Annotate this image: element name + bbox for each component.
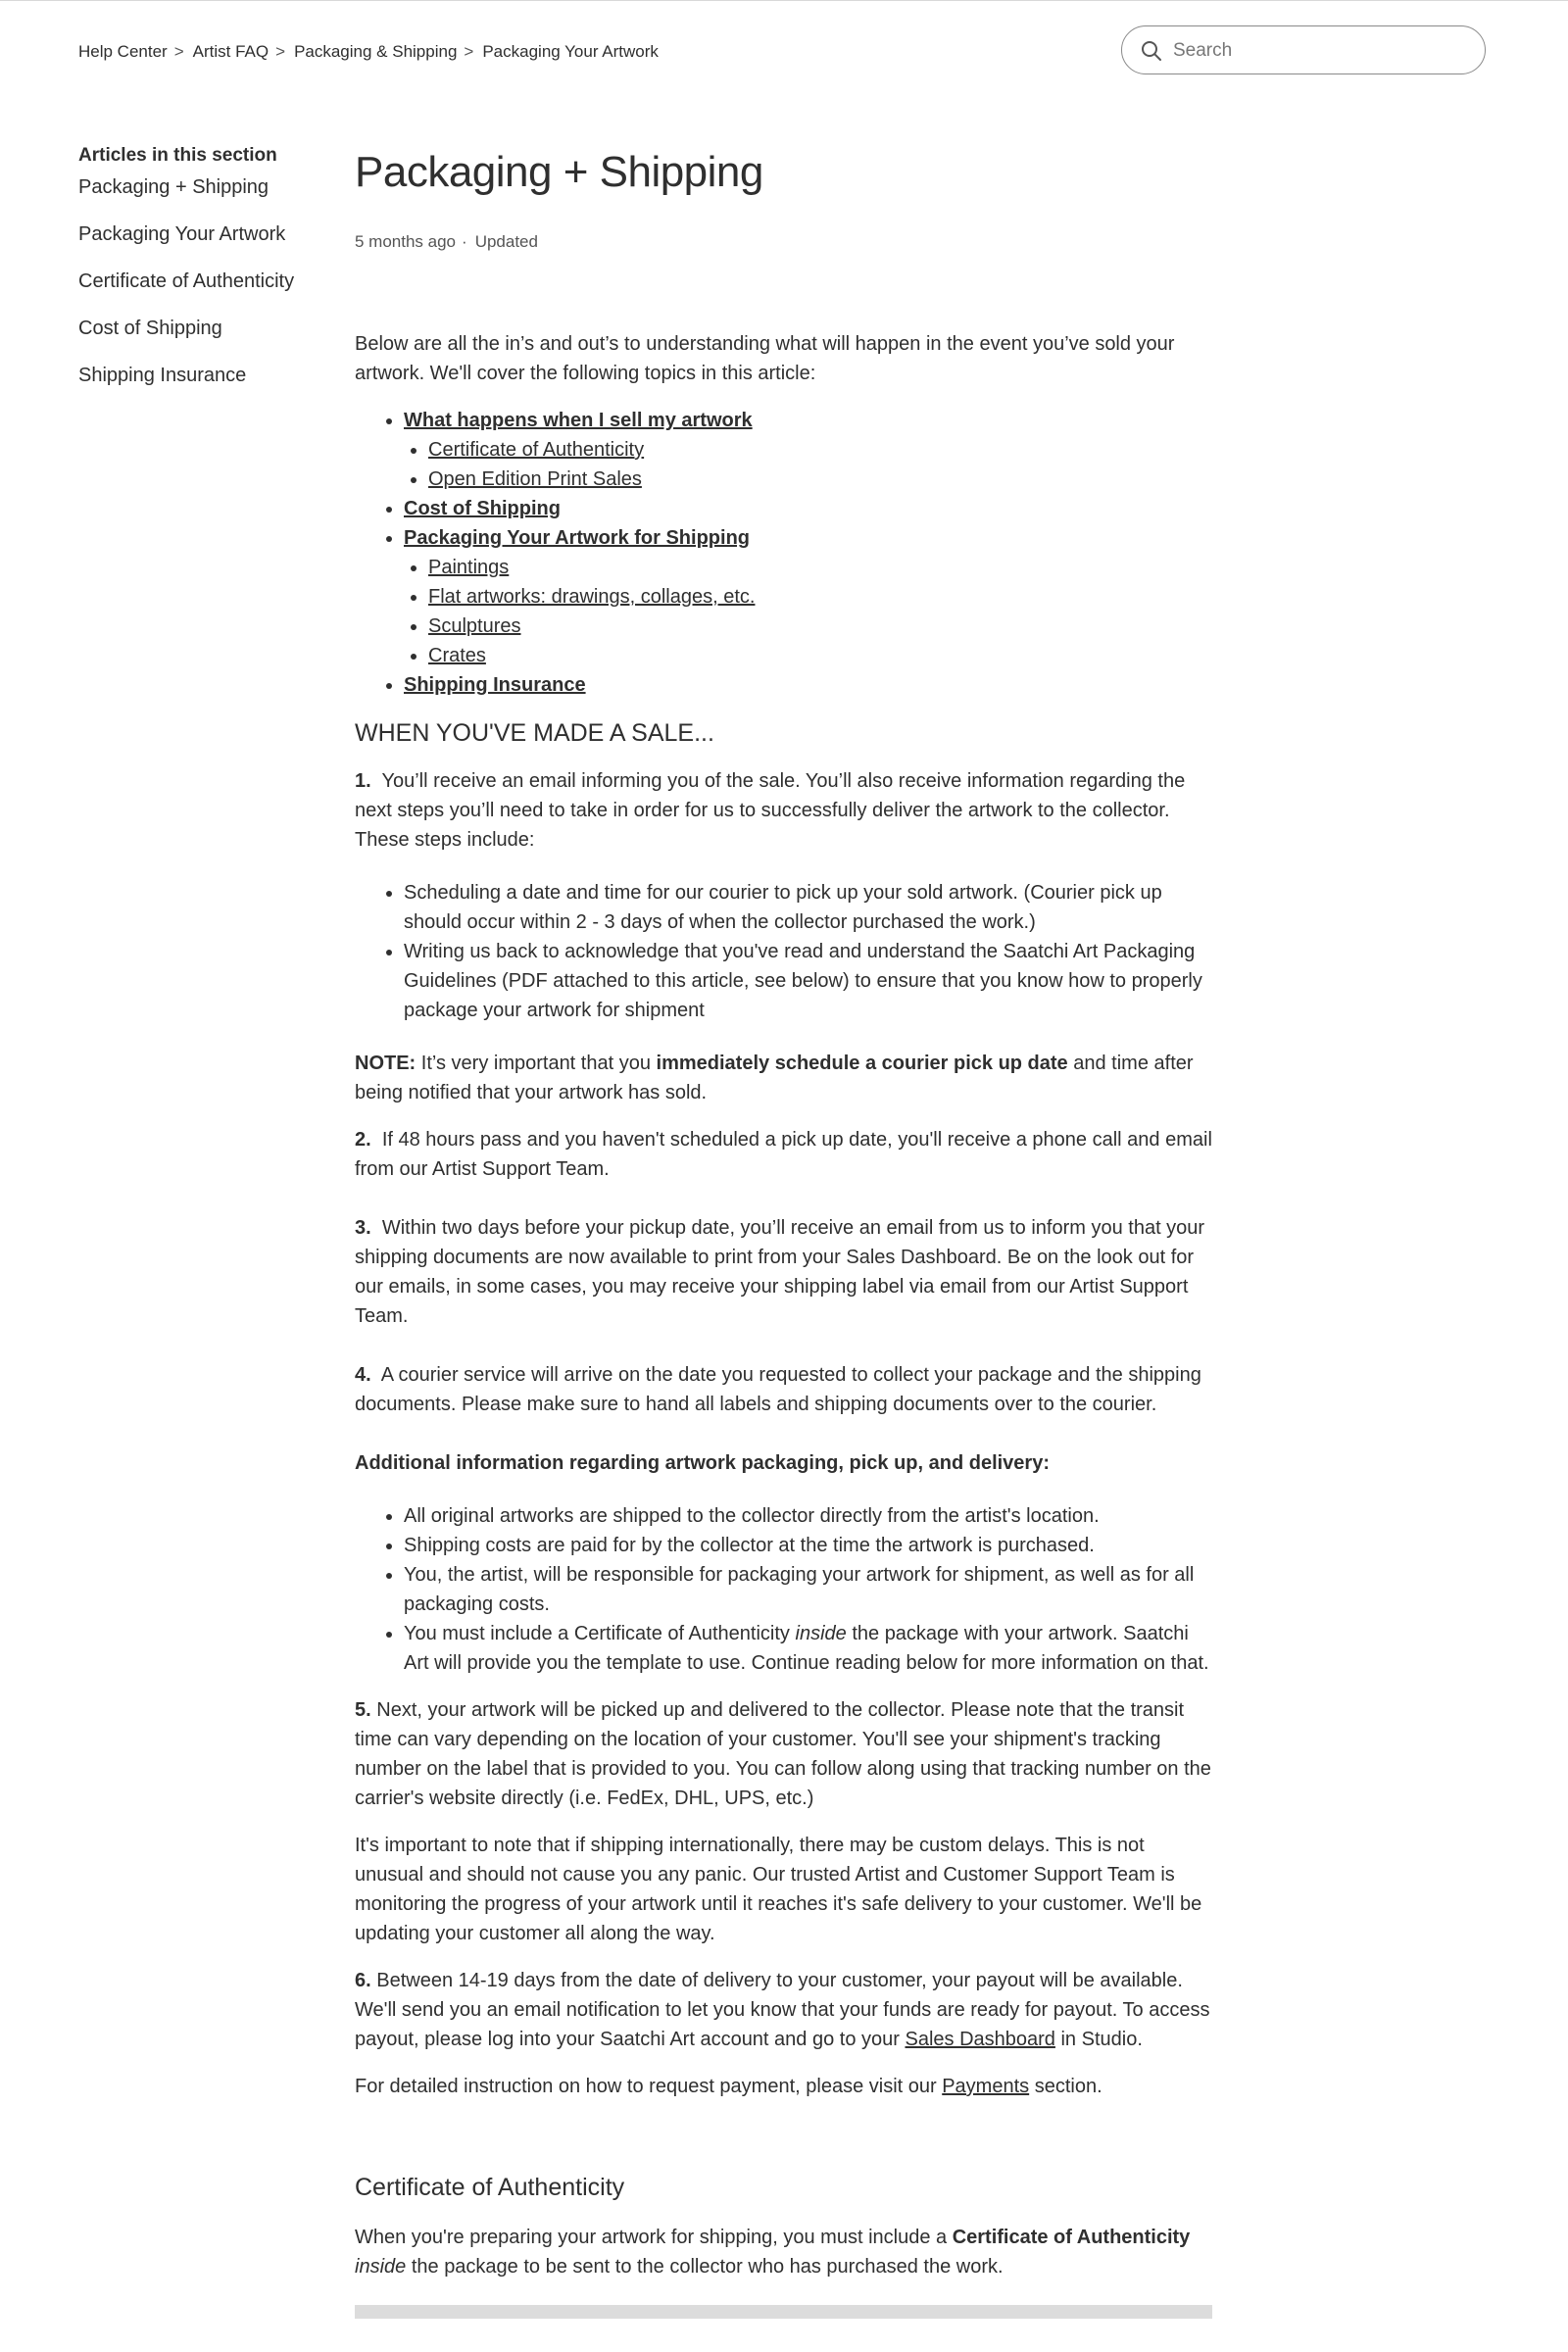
table-of-contents (355, 406, 1212, 700)
article-time: 5 months ago (355, 232, 457, 251)
payment-text: For detailed instruction on how to request payment, please visit our (355, 2076, 937, 2097)
step-number: 5. (355, 1699, 371, 1721)
step-text: Between 14-19 days from the date of delivery to your customer, your payout will be available. We'll send you an email notification to let you know that your funds are ready for payout. To access payout, please log into your Saatchi Art account and go to your (355, 1970, 1210, 2050)
sidebar-item (78, 364, 323, 387)
article-title: Packaging + Shipping (355, 148, 763, 196)
note-text: It’s very important that you (420, 1053, 651, 1074)
step-text: Within two days before your pickup date, you’ll receive an email from us to inform you that your shipping documents are now available to print from your Sales Dashboard. Be on the look out for our emails, in some cases, you may receive your shipping label via email from our Artist Support Team. (355, 1217, 1205, 1327)
step-4 (355, 1360, 1212, 1419)
step-1-list (355, 878, 1212, 1025)
breadcrumb-help-center[interactable]: Help Center (78, 42, 168, 61)
toc-link-flat-artworks[interactable]: Flat artworks: drawings, collages, etc. (428, 586, 756, 608)
toc-link-what-happens[interactable]: What happens when I sell my artwork (404, 410, 753, 431)
article-meta (355, 231, 1212, 253)
sidebar-list (78, 175, 323, 387)
step-text: Next, your artwork will be picked up and delivered to the collector. Please note that the transit time can vary depending on the location of your customer. You'll see your shipment's tracking number on the label that is provided to you. You can follow along using that tracking number on the carrier's website directly (i.e. FedEx, DHL, UPS, etc.) (355, 1699, 1211, 1809)
toc-item (404, 494, 1212, 523)
toc-subitem (428, 641, 1212, 670)
toc-link-crates[interactable]: Crates (428, 645, 486, 666)
coa-emphasis: Certificate of Authenticity (952, 2227, 1191, 2248)
toc-item (404, 523, 1212, 670)
list-text: You must include a Certificate of Authenticity (404, 1623, 790, 1644)
step-6 (355, 1966, 1212, 2054)
toc-subitem (428, 582, 1212, 612)
note-text: and time after being notified that your artwork has sold. (355, 1053, 1194, 1103)
breadcrumb-separator: > (464, 42, 474, 61)
sidebar-link-packaging-shipping[interactable]: Packaging + Shipping (78, 176, 270, 198)
step-text: A courier service will arrive on the date you requested to collect your package and the shipping documents. Please make sure to hand all labels and shipping documents over to the courier. (355, 1364, 1201, 1415)
step-5 (355, 1695, 1212, 1813)
step-number: 6. (355, 1970, 371, 1991)
sidebar-item (78, 270, 323, 293)
coa-text: the package to be sent to the collector who has purchased the work. (411, 2256, 1004, 2278)
sidebar-item (78, 222, 323, 246)
list-item (404, 1619, 1212, 1678)
sidebar-item (78, 317, 323, 340)
step-1 (355, 766, 1212, 855)
step-number: 1. (355, 770, 371, 792)
step-number: 2. (355, 1129, 371, 1151)
payments-link[interactable]: Payments (942, 2076, 1030, 2097)
coa-inside: inside (355, 2256, 407, 2278)
step-text: You’ll receive an email informing you of the sale. You’ll also receive information regarding the next steps you’ll need to take in order for us to successfully deliver the artwork to the collector. These steps include: (355, 770, 1186, 851)
article-updated: Updated (474, 232, 538, 251)
top-divider (0, 0, 1568, 1)
attachment-preview-box (355, 2305, 1212, 2319)
breadcrumb-packaging-your-artwork[interactable]: Packaging Your Artwork (482, 42, 659, 61)
toc-sublist (404, 435, 1212, 494)
sidebar-heading: Articles in this section (78, 145, 277, 166)
payment-paragraph (355, 2072, 1212, 2101)
toc-link-sculptures[interactable]: Sculptures (428, 615, 521, 637)
step-text: If 48 hours pass and you haven't scheduled a pick up date, you'll receive a phone call and email from our Artist Support Team. (355, 1129, 1212, 1180)
note-paragraph (355, 1049, 1212, 1107)
toc-subitem (428, 553, 1212, 582)
sidebar-link-shipping-insurance[interactable]: Shipping Insurance (78, 365, 247, 386)
toc-sublist (404, 553, 1212, 670)
toc-subitem (428, 465, 1212, 494)
step-text: in Studio. (1060, 2029, 1143, 2050)
toc-link-paintings[interactable]: Paintings (428, 557, 510, 578)
breadcrumb-separator: > (275, 42, 286, 61)
additional-info-heading: Additional information regarding artwork packaging, pick up, and delivery: (355, 1452, 1050, 1474)
search-box (1121, 25, 1486, 74)
article (355, 147, 1212, 2319)
step-2 (355, 1125, 1212, 1184)
coa-paragraph (355, 2223, 1212, 2281)
breadcrumb (78, 42, 659, 62)
international-paragraph: It's important to note that if shipping internationally, there may be custom delays. This is not unusual and should not cause you any panic. Our trusted Artist and Customer Support Team is monitoring the progress of your artwork until it reaches it's safe delivery to your customer. We'll be updating your customer all along the way. (355, 1835, 1202, 1944)
toc-link-shipping-insurance[interactable]: Shipping Insurance (404, 674, 586, 696)
list-text: the package with your artwork. Saatchi Art will provide you the template to use. Continue reading below for more information on that. (404, 1623, 1209, 1674)
breadcrumb-packaging-shipping[interactable]: Packaging & Shipping (294, 42, 458, 61)
toc-link-open-edition[interactable]: Open Edition Print Sales (428, 468, 642, 490)
list-item: • Shipping costs are paid for by the collector at the time the artwork is purchased. (404, 1531, 1212, 1560)
step-number: 3. (355, 1217, 371, 1239)
note-emphasis: immediately schedule a courier pick up date (656, 1053, 1068, 1074)
toc-link-certificate[interactable]: Certificate of Authenticity (428, 439, 645, 461)
sale-heading: WHEN YOU'VE MADE A SALE... (355, 719, 714, 747)
coa-text: When you're preparing your artwork for shipping, you must include a (355, 2227, 948, 2248)
list-item: • Writing us back to acknowledge that you've read and understand the Saatchi Art Packaging Guidelines (PDF attached to this article, see below) to ensure that you know how to properly package your artwork for shipment (404, 937, 1212, 1025)
list-item: • Scheduling a date and time for our courier to pick up your sold artwork. (Courier pick up should occur within 2 - 3 days of when the collector purchased the work.) (404, 878, 1212, 937)
search-input[interactable] (1171, 26, 1469, 74)
additional-info-list (355, 1501, 1212, 1678)
toc-item (404, 406, 1212, 494)
intro-paragraph: Below are all the in’s and out’s to understanding what will happen in the event you’ve sold your artwork. We'll cover the following topics in this article: (355, 333, 1175, 384)
step-number: 4. (355, 1364, 371, 1386)
sidebar-link-certificate[interactable]: Certificate of Authenticity (78, 270, 295, 292)
list-item: • You, the artist, will be responsible for packaging your artwork for shipment, as well as for all packaging costs. (404, 1560, 1212, 1619)
coa-heading: Certificate of Authenticity (355, 2174, 625, 2201)
list-item: • All original artworks are shipped to the collector directly from the artist's location. (404, 1501, 1212, 1531)
sales-dashboard-link[interactable]: Sales Dashboard (905, 2029, 1055, 2050)
toc-link-packaging[interactable]: Packaging Your Artwork for Shipping (404, 527, 750, 549)
sidebar-link-packaging-your-artwork[interactable]: Packaging Your Artwork (78, 223, 286, 245)
note-label: NOTE: (355, 1053, 416, 1074)
toc-link-cost-of-shipping[interactable]: Cost of Shipping (404, 498, 561, 519)
sidebar-item (78, 175, 323, 199)
breadcrumb-artist-faq[interactable]: Artist FAQ (192, 42, 270, 61)
toc-item (404, 670, 1212, 700)
search-icon (1140, 39, 1163, 63)
meta-dot: · (462, 232, 467, 251)
sidebar-link-cost-of-shipping[interactable]: Cost of Shipping (78, 318, 222, 339)
step-3 (355, 1213, 1212, 1331)
section-sidebar (78, 145, 323, 411)
toc-subitem (428, 612, 1212, 641)
payment-text: section. (1034, 2076, 1102, 2097)
breadcrumb-separator: > (173, 42, 184, 61)
list-emphasis: inside (795, 1623, 847, 1644)
toc-subitem (428, 435, 1212, 465)
